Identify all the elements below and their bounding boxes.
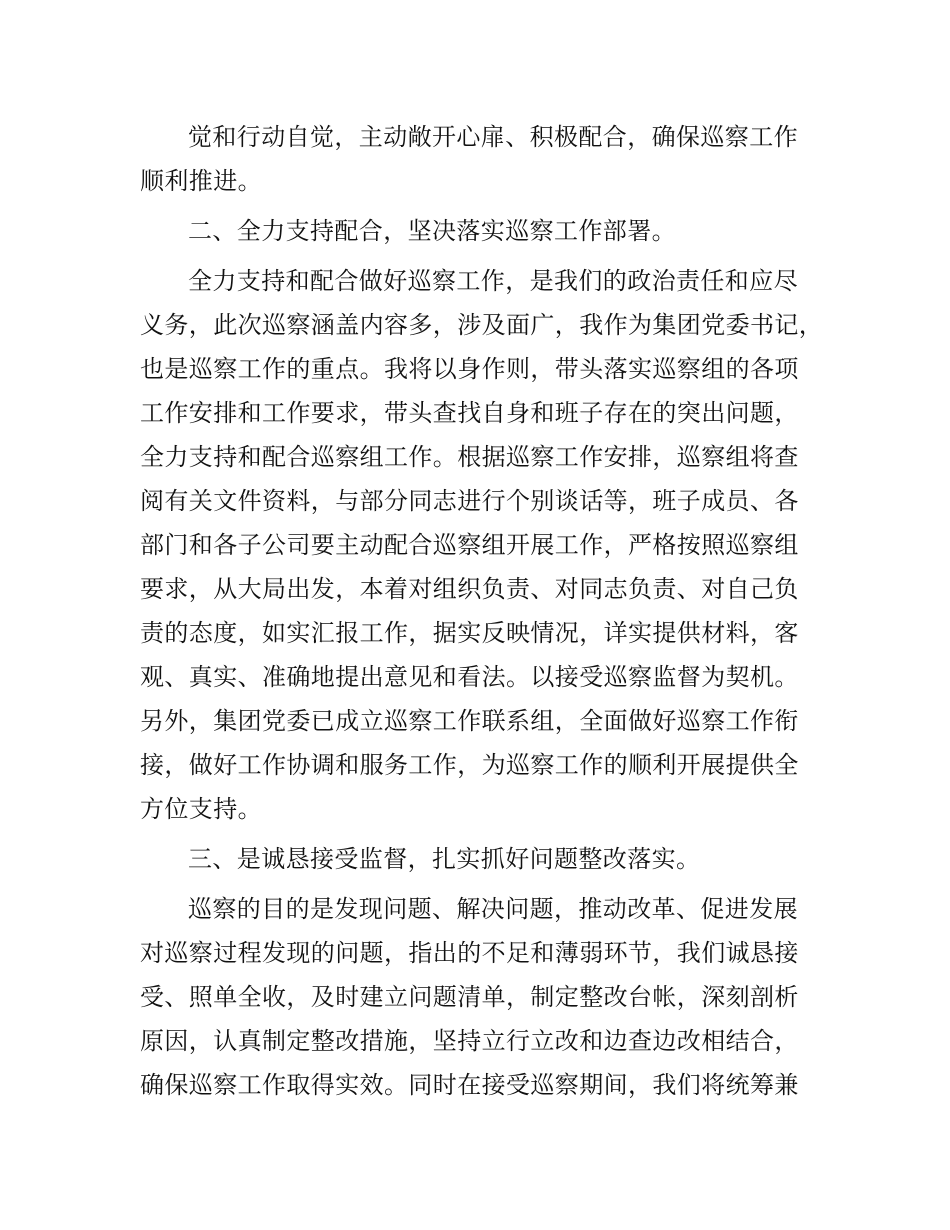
paragraph-continuation — [140, 115, 830, 203]
section-heading-2 — [140, 209, 830, 253]
text-line: 受、照单全收，及时建立问题清单，制定整改台帐，深刻剖析 — [140, 983, 799, 1011]
text-line: 觉和行动自觉，主动敞开心扉、积极配合，确保巡察工作 — [188, 123, 798, 151]
text-line: 确保巡察工作取得实效。同时在接受巡察期间，我们将统筹兼 — [140, 1071, 799, 1099]
heading-line: 二、全力支持配合，坚决落实巡察工作部署。 — [188, 217, 676, 245]
heading-line: 三、是诚恳接受监督，扎实抓好问题整改落实。 — [188, 845, 701, 873]
text-line: 原因，认真制定整改措施，坚持立行立改和边查边改相结合， — [140, 1027, 799, 1055]
text-line: 工作安排和工作要求，带头查找自身和班子存在的突出问题， — [140, 399, 799, 427]
text-line: 义务，此次巡察涵盖内容多，涉及面广，我作为集团党委书记， — [140, 311, 824, 339]
text-line: 全力支持和配合做好巡察工作，是我们的政治责任和应尽 — [188, 267, 798, 295]
text-line: 接，做好工作协调和服务工作，为巡察工作的顺利开展提供全 — [140, 751, 799, 779]
text-line: 巡察的目的是发现问题、解决问题，推动改革、促进发展 — [188, 895, 798, 923]
section-heading-3 — [140, 837, 830, 881]
text-line: 方位支持。 — [140, 795, 262, 823]
text-line: 也是巡察工作的重点。我将以身作则，带头落实巡察组的各项 — [140, 355, 799, 383]
text-line: 观、真实、准确地提出意见和看法。以接受巡察监督为契机。 — [140, 663, 799, 691]
text-line: 顺利推进。 — [140, 167, 262, 195]
text-line: 另外，集团党委已成立巡察工作联系组，全面做好巡察工作衔 — [140, 707, 799, 735]
document-body — [140, 115, 830, 1107]
text-line: 全力支持和配合巡察组工作。根据巡察工作安排，巡察组将查 — [140, 443, 799, 471]
paragraph-supervision — [140, 887, 830, 1107]
text-line: 对巡察过程发现的问题，指出的不足和薄弱环节，我们诚恳接 — [140, 939, 799, 967]
text-line: 部门和各子公司要主动配合巡察组开展工作，严格按照巡察组 — [140, 531, 799, 559]
text-line: 要求，从大局出发，本着对组织负责、对同志负责、对自己负 — [140, 575, 799, 603]
paragraph-support — [140, 259, 830, 831]
text-line: 阅有关文件资料，与部分同志进行个别谈话等，班子成员、各 — [140, 487, 799, 515]
text-line: 责的态度，如实汇报工作，据实反映情况，详实提供材料，客 — [140, 619, 799, 647]
